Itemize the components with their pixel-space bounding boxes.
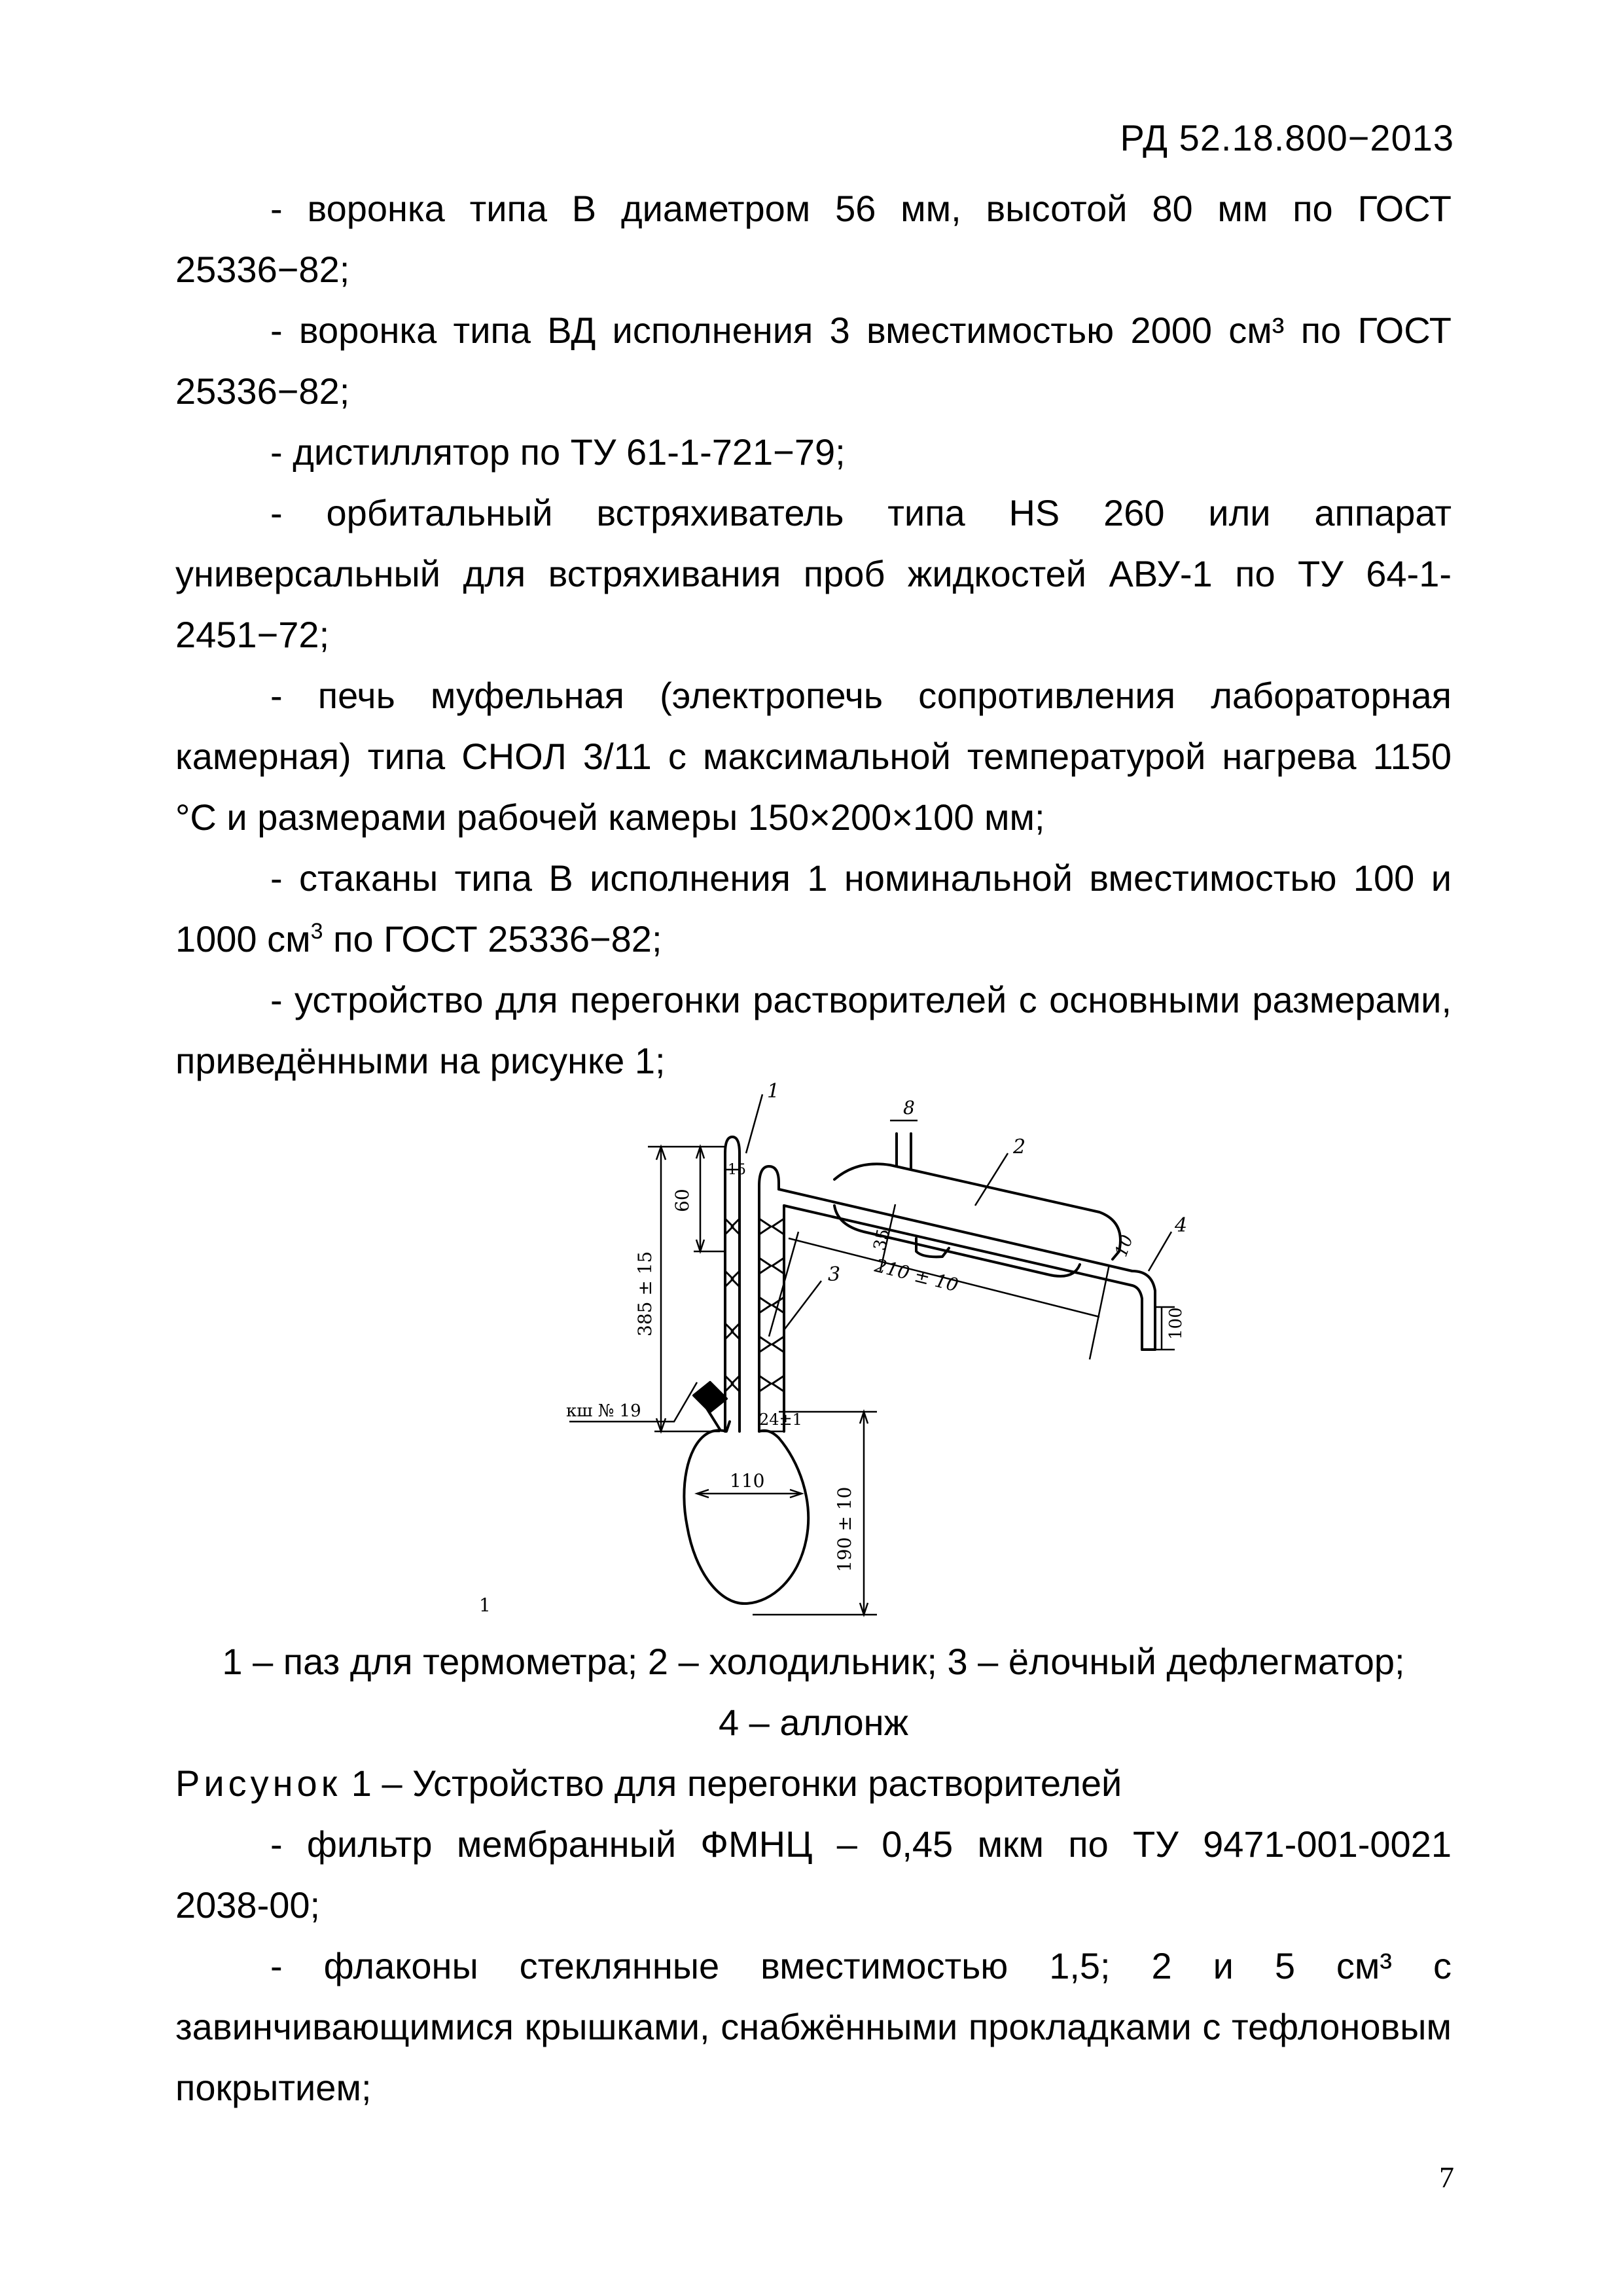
list-item: - флаконы стеклянные вместимостью 1,5; 2 и 5 см³ с завинчивающимися крышками, снабжёнными прокладками с тефлоновым покрытием;	[175, 1945, 1452, 2108]
distillation-apparatus-figure	[471, 1055, 1188, 1631]
callout-label: 8	[903, 1097, 915, 1119]
list-item: - устройство для перегонки растворителей с основными размерами, приведёнными на рисунке 1;	[175, 979, 1452, 1081]
list-item: - воронка типа ВД исполнения 3 вместимостью 2000 см³ по ГОСТ 25336−82;	[175, 310, 1452, 412]
dimension-label: 60	[671, 1189, 693, 1212]
list-item	[175, 848, 1452, 969]
equipment-list	[175, 178, 1452, 1091]
joint-label: кш № 19	[566, 1401, 641, 1421]
superscript: 3	[310, 919, 323, 944]
dimension-label: 385 ± 15	[634, 1251, 656, 1336]
list-item-text: по ГОСТ 25336−82;	[323, 918, 662, 960]
figure-legend	[175, 1631, 1452, 1753]
dimension-label: 110	[730, 1470, 765, 1492]
dimension-label: 10	[1111, 1232, 1137, 1260]
figure-title	[175, 1753, 1122, 1814]
dimension-label: 24±1	[759, 1410, 802, 1429]
dimension-label: 190 ± 10	[834, 1486, 855, 1572]
callout-label: 1	[767, 1080, 780, 1103]
document-id-header: РД 52.18.800−2013	[1120, 117, 1454, 158]
list-item: - орбитальный встряхиватель типа HS 260 или аппарат универсальный для встряхивания проб жидкостей АВУ-1 по ТУ 64-1-2451−72;	[175, 492, 1452, 655]
legend-line: 4 – аллонж	[718, 1702, 909, 1743]
list-item-text: - стаканы типа В исполнения 1 номинальной вместимостью 100 и 1000 см	[175, 857, 1452, 960]
list-item: - печь муфельная (электропечь сопротивления лабораторная камерная) типа СНОЛ 3/11 с максимальной температурой нагрева 1150 °С и размерами рабочей камеры 150×200×100 мм;	[175, 675, 1452, 838]
page-number: 7	[1439, 2161, 1454, 2194]
dimension-label: 100	[1166, 1307, 1186, 1340]
callout-label: 4	[1175, 1214, 1188, 1237]
figure-title-text: 1 – Устройство для перегонки растворителей	[341, 1763, 1122, 1804]
figure-title-word: Рисунок	[175, 1763, 342, 1804]
dimension-label: 210 ± 10	[872, 1254, 961, 1297]
legend-line: 1 – паз для термометра; 2 – холодильник; 3 – ёлочный дефлегматор;	[222, 1641, 1405, 1682]
callout-label: 2	[1013, 1136, 1026, 1158]
corner-mark: 1	[479, 1594, 491, 1616]
list-item: - воронка типа В диаметром 56 мм, высотой 80 мм по ГОСТ 25336−82;	[175, 188, 1452, 290]
list-item: - фильтр мембранный ФМНЦ – 0,45 мкм по ТУ 9471-001-0021 2038-00;	[175, 1823, 1452, 1926]
apparatus-drawing	[471, 1055, 1188, 1631]
list-item: - дистиллятор по ТУ 61-1-721−79;	[270, 431, 846, 473]
callout-label: 3	[828, 1263, 841, 1286]
equipment-list-continued	[175, 1814, 1452, 2118]
dimension-label: 15	[728, 1162, 746, 1178]
dimension-label: 35	[870, 1227, 894, 1253]
